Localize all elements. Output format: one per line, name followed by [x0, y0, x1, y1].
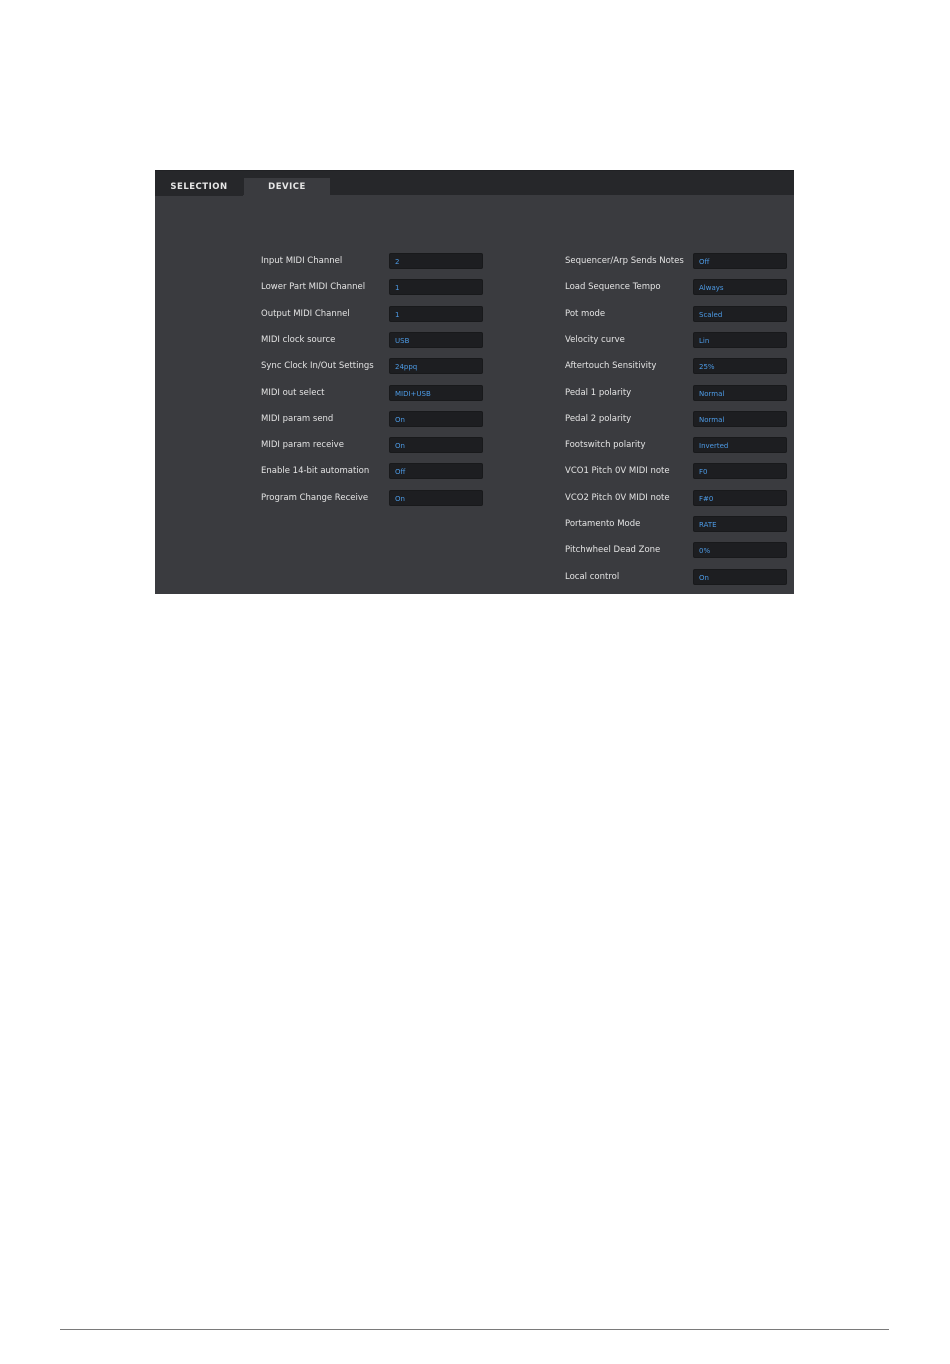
setting-label: Enable 14-bit automation — [261, 466, 370, 477]
setting-value: RATE — [699, 521, 717, 529]
setting-value: Lin — [699, 336, 710, 345]
setting-row — [565, 516, 787, 534]
setting-row — [261, 490, 483, 508]
setting-value: 1 — [395, 310, 400, 319]
setting-value-dropdown[interactable] — [389, 385, 483, 401]
setting-value-dropdown[interactable] — [389, 358, 483, 374]
tab-device[interactable]: DEVICE — [244, 178, 330, 196]
setting-label: VCO1 Pitch 0V MIDI note — [565, 466, 670, 477]
setting-row — [565, 569, 787, 587]
setting-value: 24ppq — [395, 363, 418, 372]
setting-value: 0% — [699, 547, 711, 556]
setting-value-dropdown[interactable] — [693, 253, 787, 269]
setting-value-dropdown[interactable] — [693, 411, 787, 427]
setting-row — [261, 411, 483, 429]
setting-value: On — [395, 494, 405, 503]
setting-label: Load Sequence Tempo — [565, 282, 661, 293]
setting-value-dropdown[interactable] — [693, 332, 787, 348]
setting-label: VCO2 Pitch 0V MIDI note — [565, 492, 670, 503]
setting-value-dropdown[interactable] — [389, 306, 483, 322]
setting-value: F0 — [699, 468, 708, 477]
setting-row — [565, 385, 787, 403]
setting-value: On — [699, 573, 709, 582]
setting-row — [565, 279, 787, 297]
setting-label: Pot mode — [565, 308, 606, 319]
setting-value-dropdown[interactable] — [389, 279, 483, 295]
setting-row — [565, 542, 787, 560]
setting-value-dropdown[interactable] — [389, 253, 483, 269]
setting-value-dropdown[interactable] — [389, 437, 483, 453]
setting-value-dropdown[interactable] — [693, 358, 787, 374]
setting-value: 2 — [395, 258, 400, 266]
setting-value-dropdown[interactable] — [693, 385, 787, 401]
setting-label: Program Change Receive — [261, 492, 369, 503]
setting-label: Pedal 2 polarity — [565, 413, 632, 424]
device-settings-panel — [155, 170, 794, 594]
setting-row — [261, 332, 483, 350]
setting-label: Portamento Mode — [565, 519, 641, 529]
setting-value-dropdown[interactable] — [389, 332, 483, 348]
setting-row — [261, 306, 483, 324]
setting-value: Always — [699, 284, 724, 293]
setting-value: USB — [395, 336, 410, 345]
setting-label: Aftertouch Sensitivity — [565, 361, 657, 372]
setting-row — [565, 306, 787, 324]
setting-label: MIDI clock source — [261, 334, 336, 345]
setting-value: Scaled — [699, 310, 723, 319]
setting-label: Pedal 1 polarity — [565, 387, 632, 398]
setting-value-dropdown[interactable] — [693, 437, 787, 453]
setting-row — [565, 437, 787, 455]
setting-row — [565, 463, 787, 481]
setting-row — [565, 253, 787, 271]
setting-row — [261, 385, 483, 403]
setting-row — [261, 358, 483, 376]
footer-rule — [60, 1329, 889, 1330]
setting-value-dropdown[interactable] — [693, 516, 787, 532]
setting-label: Footswitch polarity — [565, 440, 646, 451]
setting-value-dropdown[interactable] — [693, 463, 787, 479]
setting-row — [261, 253, 483, 271]
setting-value: Normal — [699, 415, 725, 424]
setting-row — [261, 463, 483, 481]
setting-value-dropdown[interactable] — [693, 306, 787, 322]
setting-value-dropdown[interactable] — [389, 463, 483, 479]
setting-value-dropdown[interactable] — [389, 411, 483, 427]
setting-value-dropdown[interactable] — [693, 542, 787, 558]
setting-value: Off — [395, 468, 406, 477]
setting-label: Velocity curve — [565, 334, 625, 345]
setting-row — [261, 279, 483, 297]
setting-label: Output MIDI Channel — [261, 308, 350, 319]
tab-bar — [155, 170, 794, 195]
setting-value: Inverted — [699, 442, 729, 451]
tab-selection[interactable]: SELECTION — [155, 178, 243, 196]
setting-value: 25% — [699, 363, 715, 372]
setting-label: Pitchwheel Dead Zone — [565, 545, 661, 556]
setting-value-dropdown[interactable] — [389, 490, 483, 506]
setting-label: MIDI param send — [261, 413, 334, 424]
setting-row — [261, 437, 483, 455]
setting-label: MIDI param receive — [261, 440, 344, 451]
setting-value: F#0 — [699, 494, 714, 503]
setting-label: Input MIDI Channel — [261, 256, 343, 266]
setting-value-dropdown[interactable] — [693, 279, 787, 295]
setting-row — [565, 490, 787, 508]
setting-row — [565, 332, 787, 350]
setting-label: Local control — [565, 571, 620, 582]
setting-row — [565, 411, 787, 429]
setting-value: 1 — [395, 284, 400, 293]
setting-value: On — [395, 415, 405, 424]
setting-label: MIDI out select — [261, 387, 325, 398]
setting-value: On — [395, 442, 405, 451]
setting-value-dropdown[interactable] — [693, 569, 787, 585]
setting-value: MIDI+USB — [395, 389, 431, 398]
setting-value-dropdown[interactable] — [693, 490, 787, 506]
setting-label: Sync Clock In/Out Settings — [261, 361, 374, 372]
setting-label: Lower Part MIDI Channel — [261, 282, 366, 293]
setting-value: Normal — [699, 389, 725, 398]
setting-value: Off — [699, 258, 710, 266]
setting-row — [565, 358, 787, 376]
setting-label: Sequencer/Arp Sends Notes — [565, 256, 684, 266]
